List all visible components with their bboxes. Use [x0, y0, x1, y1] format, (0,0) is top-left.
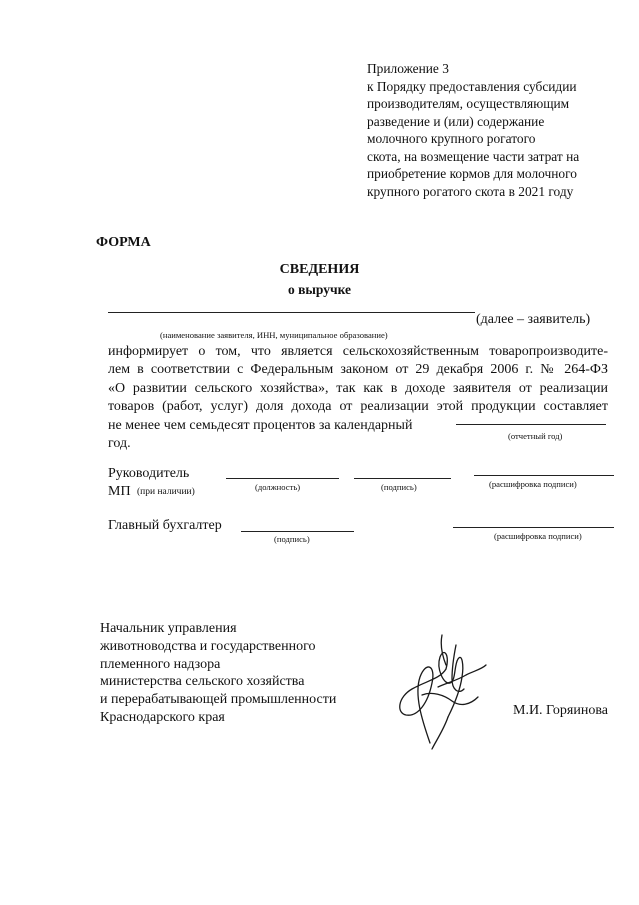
annex-line: крупного рогатого скота в 2021 году	[367, 183, 574, 199]
position-field[interactable]	[226, 478, 339, 479]
annex-line: к Порядку предоставления субсидии	[367, 78, 577, 94]
document-subtitle: о выручке	[287, 282, 352, 297]
applicant-name-field[interactable]	[108, 312, 475, 313]
head-decode-field[interactable]	[474, 475, 614, 476]
approver-line: министерства сельского хозяйства	[100, 674, 305, 690]
approver-line: Краснодарского края	[100, 709, 225, 725]
body-line: лем в соответствии с Федеральным законом от 29 декабря 2006 г. № 264-ФЗ	[108, 362, 608, 378]
approver-line: животноводства и государственного	[100, 638, 316, 654]
handwritten-signature	[392, 625, 492, 755]
body-line: информирует о том, что является сельскохозяйственным товаропроизводите-	[108, 344, 608, 359]
applicant-suffix: (далее – заявитель)	[476, 312, 591, 327]
annex-line: производителям, осуществляющим	[367, 96, 570, 111]
mp-note: (при наличии)	[137, 487, 195, 497]
body-line: год.	[108, 436, 131, 452]
approver-line: и перерабатывающей промышленности	[100, 692, 337, 708]
head-signature-caption: (подпись)	[381, 482, 417, 492]
approver-name: М.И. Горяинова	[513, 703, 608, 718]
accountant-signature-field[interactable]	[241, 531, 354, 532]
annex-line: разведение и (или) содержание	[367, 113, 545, 129]
accountant-signature-caption: (подпись)	[274, 534, 310, 544]
annex-header	[367, 60, 579, 200]
approver-line: племенного надзора	[100, 656, 221, 672]
approver-line: Начальник управления	[100, 621, 237, 636]
reporting-year-field[interactable]	[456, 424, 606, 425]
position-caption: (должность)	[255, 482, 301, 492]
applicant-caption: (наименование заявителя, ИНН, муниципальное образование)	[160, 330, 388, 340]
mp-label: МП	[108, 484, 131, 499]
accountant-decode-field[interactable]	[453, 527, 614, 528]
reporting-year-caption: (отчетный год)	[508, 431, 563, 441]
body-line: товаров (работ, услуг) доля дохода от реализации этой продукции составляет	[108, 399, 608, 415]
annex-line: приобретение кормов для молочного	[367, 166, 577, 181]
head-label: Руководитель	[108, 466, 190, 481]
body-line: не менее чем семьдесят процентов за календарный	[108, 417, 413, 433]
document-title: СВЕДЕНИЯ	[279, 262, 360, 277]
head-decode-caption: (расшифровка подписи)	[489, 479, 577, 489]
head-signature-field[interactable]	[354, 478, 451, 479]
accountant-label: Главный бухгалтер	[108, 518, 222, 533]
accountant-decode-caption: (расшифровка подписи)	[494, 531, 582, 541]
form-label: ФОРМА	[96, 235, 151, 250]
annex-line: молочного крупного рогатого	[367, 131, 536, 146]
annex-line: скота, на возмещение части затрат на	[367, 148, 580, 164]
approver-title	[100, 620, 336, 727]
body-line: «О развитии сельского хозяйства», так как в доходе заявителя от реализации	[108, 380, 608, 396]
annex-line: Приложение 3	[367, 61, 449, 76]
